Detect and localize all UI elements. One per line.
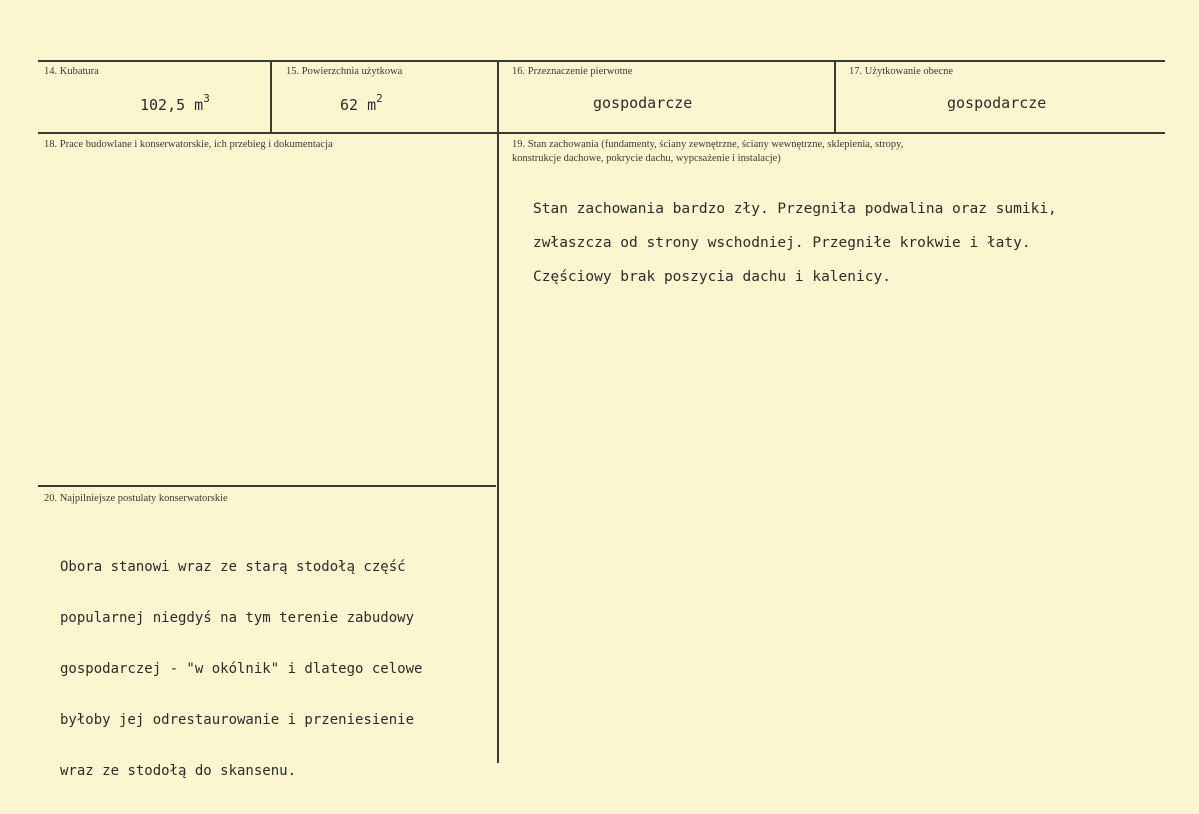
section-20-rule [38, 485, 496, 487]
field-19-line: Stan zachowania bardzo zły. Przegniła podwalina oraz sumiki, [533, 201, 1057, 217]
field-15-label: 15. Powierzchnia użytkowa [286, 66, 403, 77]
field-15-value-text: 62 m [340, 96, 377, 114]
field-20-text [60, 525, 422, 814]
field-15-value-sup: 2 [376, 92, 383, 105]
field-20-line: popularnej niegdyś na tym terenie zabudowy [60, 610, 415, 626]
divider-16-17 [834, 61, 836, 133]
field-20-line: wraz ze stodołą do skansenu. [60, 763, 297, 779]
field-16-value: gospodarcze [593, 94, 693, 112]
field-19-text [533, 192, 1057, 294]
field-20-line: Obora stanowi wraz ze starą stodołą część [60, 559, 406, 575]
field-19-label-line1: 19. Stan zachowania (fundamenty, ściany zewnętrzne, ściany wewnętrzne, sklepienia, stropy, [512, 139, 904, 150]
field-20-line: gospodarczej - "w okólnik" i dlatego celowe [60, 661, 423, 677]
field-14-value-sup: 3 [203, 92, 210, 105]
field-19-label-line2: konstrukcje dachowe, pokrycie dachu, wypcsażenie i instalacje) [512, 153, 781, 164]
field-15-value [340, 94, 383, 114]
field-20-label: 20. Najpilniejsze postulaty konserwatorskie [44, 493, 228, 504]
divider-15-16 [497, 61, 499, 763]
mid-rule [38, 132, 1165, 134]
top-rule [38, 60, 1165, 62]
field-18-label: 18. Prace budowlane i konserwatorskie, ich przebieg i dokumentacja [44, 139, 333, 150]
field-14-value-text: 102,5 m [140, 96, 204, 114]
field-17-label: 17. Użytkowanie obecne [849, 66, 954, 77]
divider-14-15 [270, 61, 272, 133]
field-17-value: gospodarcze [947, 94, 1047, 112]
field-14-value [140, 94, 210, 114]
field-16-label: 16. Przeznaczenie pierwotne [512, 66, 633, 77]
field-19-line: Częściowy brak poszycia dachu i kalenicy. [533, 269, 891, 285]
field-14-label: 14. Kubatura [44, 66, 99, 77]
field-19-line: zwłaszcza od strony wschodniej. Przegniłe krokwie i łaty. [533, 235, 1031, 251]
field-20-line: byłoby jej odrestaurowanie i przeniesienie [60, 712, 415, 728]
